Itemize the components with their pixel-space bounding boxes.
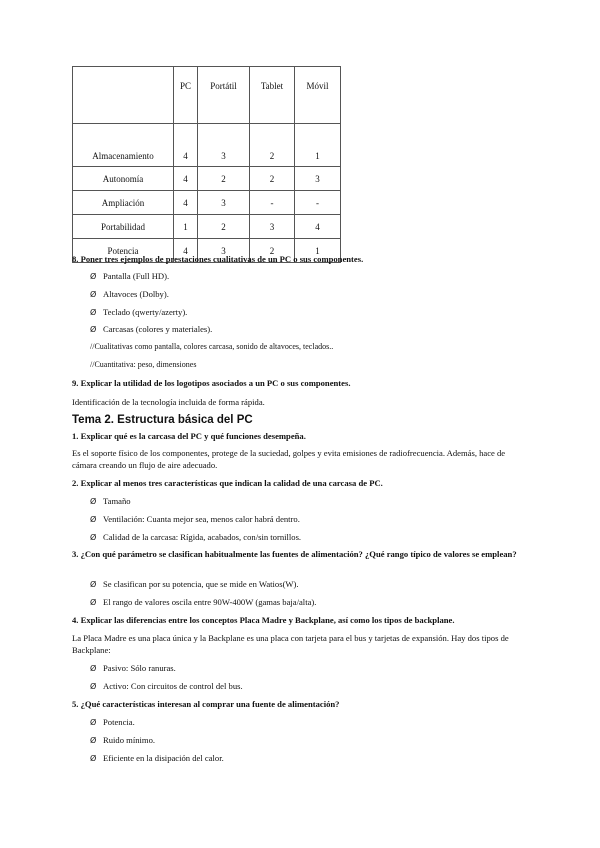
list-item — [90, 531, 301, 544]
table-cell: 1 — [174, 215, 198, 239]
list-item-text: Potencia. — [103, 717, 135, 727]
list-item — [90, 495, 131, 508]
question-1-title: 1. Explicar qué es la carcasa del PC y qué funciones desempeña. — [72, 431, 306, 441]
bullet-icon: Ø — [90, 598, 97, 607]
list-item-text: Calidad de la carcasa: Rígida, acabados, con/sin tornillos. — [103, 532, 302, 542]
list-item — [90, 716, 135, 729]
list-item — [90, 323, 212, 336]
table-cell: 4 — [174, 191, 198, 215]
table-row — [73, 124, 341, 167]
bullet-icon: Ø — [90, 290, 97, 299]
bullet-icon: Ø — [90, 580, 97, 589]
question-4-title: 4. Explicar las diferencias entre los conceptos Placa Madre y Backplane, así como los tipos de backplane. — [72, 615, 455, 625]
bullet-icon: Ø — [90, 736, 97, 745]
table-cell: 3 — [250, 215, 295, 239]
list-item — [90, 578, 299, 591]
bullet-icon: Ø — [90, 533, 97, 542]
answer-text: Es el soporte físico de los componentes, protege de la suciedad, golpes y evita emisiones de radiofrecuencia. Además, hace de cámara creando un flujo de aire adecuado. — [72, 448, 506, 470]
answer-text: Identificación de la tecnología incluida de forma rápida. — [72, 397, 265, 407]
list-item-text: Pasivo: Sólo ranuras. — [103, 663, 176, 673]
table-cell: Potencia — [73, 239, 174, 263]
bullet-icon: Ø — [90, 664, 97, 673]
table-cell: 4 — [174, 124, 198, 167]
table-header-cell: Móvil — [295, 67, 341, 124]
list-item — [90, 306, 187, 319]
table-header-cell — [73, 67, 174, 124]
bullet-icon: Ø — [90, 682, 97, 691]
list-item-text: Altavoces (Dolby). — [103, 289, 169, 299]
table-cell: - — [250, 191, 295, 215]
list-item-text: Ruido mínimo. — [103, 735, 156, 745]
bullet-icon: Ø — [90, 272, 97, 281]
table-cell: 3 — [295, 167, 341, 191]
question-9-title: 9. Explicar la utilidad de los logotipos asociados a un PC o sus componentes. — [72, 378, 351, 388]
bullet-icon: Ø — [90, 515, 97, 524]
bullet-icon: Ø — [90, 308, 97, 317]
table-cell: Almacenamiento — [73, 124, 174, 167]
list-item-text: Eficiente en la disipación del calor. — [103, 753, 224, 763]
list-item — [90, 734, 155, 747]
table-cell: Ampliación — [73, 191, 174, 215]
list-item-text: Carcasas (colores y materiales). — [103, 324, 213, 334]
table-cell: 2 — [198, 167, 250, 191]
table-cell: 1 — [295, 124, 341, 167]
list-item-text: Se clasifican por su potencia, que se mide en Watios(W). — [103, 579, 299, 589]
table-cell: - — [295, 191, 341, 215]
table-header-cell: Tablet — [250, 67, 295, 124]
table-header-cell: PC — [174, 67, 198, 124]
bullet-icon: Ø — [90, 754, 97, 763]
list-item — [90, 513, 300, 526]
comparison-table — [72, 66, 341, 263]
table-row — [73, 215, 341, 239]
list-item — [90, 596, 316, 609]
list-item-text: Teclado (qwerty/azerty). — [103, 307, 188, 317]
answer-text: La Placa Madre es una placa única y la Backplane es una placa con tarjeta para el bus y tarjetas de expansión. Hay dos tipos de Backplane: — [72, 633, 509, 655]
table-cell: 4 — [295, 215, 341, 239]
question-8-title: 8. Poner tres ejemplos de prestaciones cualitativas de un PC o sus componentes. — [72, 254, 364, 264]
note-text: //Cualitativas como pantalla, colores carcasa, sonido de altavoces, teclados.. — [90, 342, 334, 351]
question-5-title: 5. ¿Qué características interesan al comprar una fuente de alimentación? — [72, 699, 340, 709]
list-item-text: Ventilación: Cuanta mejor sea, menos calor habrá dentro. — [103, 514, 300, 524]
list-item-text: El rango de valores oscila entre 90W-400W (gamas baja/alta). — [103, 597, 317, 607]
question-3-title: 3. ¿Con qué parámetro se clasifican habitualmente las fuentes de alimentación? ¿Qué rango típico de valores se emplean? — [72, 549, 517, 559]
list-item — [90, 752, 224, 765]
table-cell: 2 — [250, 124, 295, 167]
table-header-row — [73, 67, 341, 124]
list-item — [90, 680, 243, 693]
table-cell: 4 — [174, 239, 198, 263]
table-cell: Autonomía — [73, 167, 174, 191]
table-header-cell: Portátil — [198, 67, 250, 124]
list-item — [90, 288, 169, 301]
table-cell: 3 — [198, 191, 250, 215]
table-cell: 2 — [198, 215, 250, 239]
table-row — [73, 191, 341, 215]
list-item — [90, 662, 176, 675]
list-item-text: Tamaño — [103, 496, 131, 506]
table-cell: 2 — [250, 239, 295, 263]
list-item-text: Activo: Con circuitos de control del bus. — [103, 681, 243, 691]
table-cell: 4 — [174, 167, 198, 191]
bullet-icon: Ø — [90, 497, 97, 506]
note-text: //Cuantitativa: peso, dimensiones — [90, 360, 197, 369]
table-cell: 1 — [295, 239, 341, 263]
list-item-text: Pantalla (Full HD). — [103, 271, 170, 281]
question-2-title: 2. Explicar al menos tres características que indican la calidad de una carcasa de PC. — [72, 478, 383, 488]
table-cell: Portabilidad — [73, 215, 174, 239]
table-row — [73, 167, 341, 191]
table-cell: 2 — [250, 167, 295, 191]
bullet-icon: Ø — [90, 325, 97, 334]
section-heading: Tema 2. Estructura básica del PC — [72, 414, 253, 426]
table-cell: 3 — [198, 124, 250, 167]
table-cell: 3 — [198, 239, 250, 263]
list-item — [90, 270, 169, 283]
bullet-icon: Ø — [90, 718, 97, 727]
